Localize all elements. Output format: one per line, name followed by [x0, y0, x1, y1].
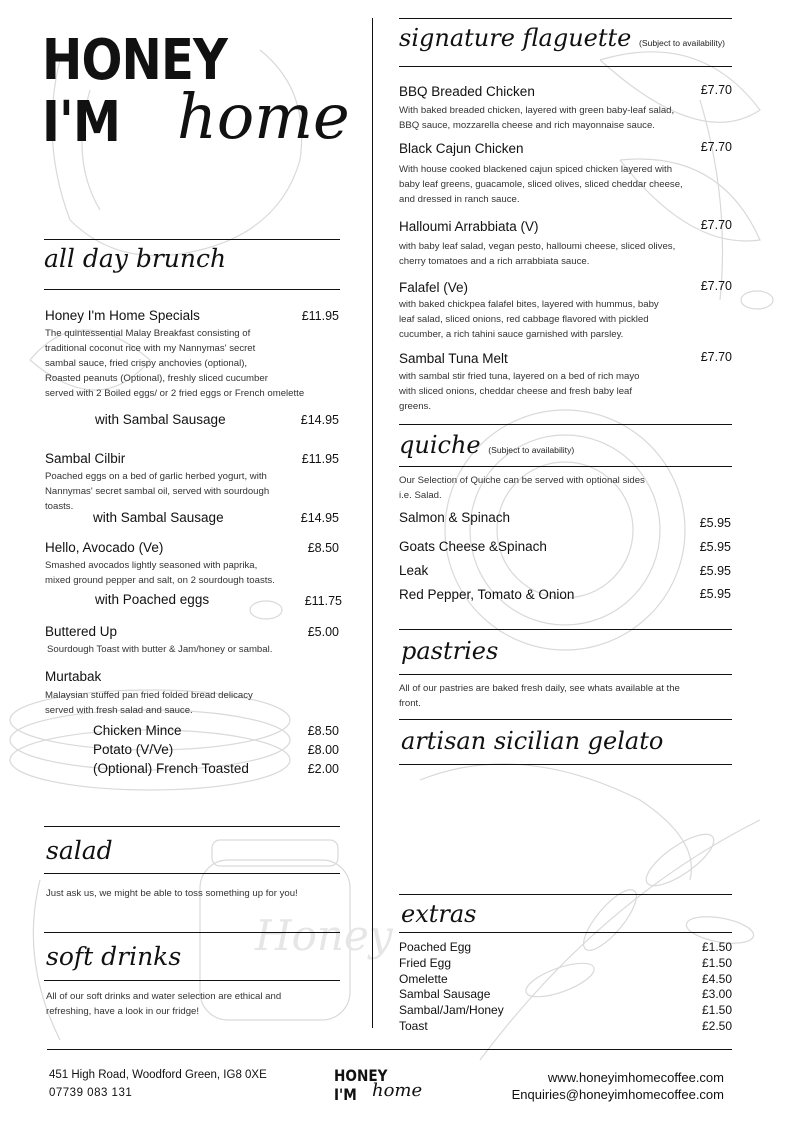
quiche-intro	[399, 473, 729, 503]
quiche-title: quiche	[399, 431, 481, 459]
footer-rule	[47, 1049, 732, 1050]
desc-line: BBQ sauce, mozzarella cheese and rich mayonnaise sauce.	[399, 120, 655, 131]
desc-bbq-chicken	[399, 103, 729, 133]
menu-item-buttered-up: Buttered Up	[45, 624, 118, 639]
extra-name: Sambal Sausage	[399, 987, 491, 1002]
desc-line: Nannymas' secret sambal oil, served with sourdough	[45, 486, 270, 497]
extra-name: Omelette	[399, 971, 448, 986]
soft-drinks-top-rule	[44, 932, 340, 933]
brand-logo	[42, 30, 362, 170]
footer-logo	[334, 1066, 424, 1110]
desc-line: with baby leaf salad, vegan pesto, halloumi cheese, sliced olives,	[399, 241, 676, 252]
desc-line: with sambal stir fried tuna, layered on a bed of rich mayo	[399, 371, 640, 382]
price-avocado: £8.50	[307, 541, 339, 555]
brand-script: home	[177, 80, 350, 153]
menu-item-falafel: Falafel (Ve)	[399, 280, 469, 295]
desc-falafel	[399, 297, 729, 342]
menu-item-cilbir: Sambal Cilbir	[45, 451, 126, 466]
quiche-leak: Leak	[399, 563, 429, 578]
addon-price-cilbir: £14.95	[300, 511, 339, 525]
section-title-gelato: artisan sicilian gelato	[401, 727, 664, 755]
extras-bottom-rule	[399, 932, 732, 933]
price-quiche-leak: £5.95	[699, 564, 731, 578]
brunch-bottom-rule	[44, 289, 340, 290]
price-tuna-melt: £7.70	[700, 350, 732, 364]
desc-cilbir	[45, 469, 345, 514]
gelato-bottom-rule	[399, 764, 732, 765]
desc-line: served with fresh salad and sauce.	[45, 705, 193, 716]
desc-line: Smashed avocados lightly seasoned with paprika,	[45, 560, 258, 571]
price-quiche-red-pepper: £5.95	[699, 587, 731, 601]
footer-logo-title: HONEY I'M	[334, 1066, 388, 1104]
desc-line: and dressed in ranch sauce.	[399, 194, 520, 205]
soft-drinks-text	[46, 989, 346, 1019]
desc-buttered-up: Sourdough Toast with butter & Jam/honey or sambal.	[47, 644, 273, 655]
extra-name: Sambal/Jam/Honey	[399, 1003, 504, 1018]
brand-title: HONEY I'M	[42, 28, 228, 155]
pastries-bottom-rule	[399, 674, 732, 675]
desc-line: traditional coconut rice with my Nannymas' secret	[45, 343, 256, 354]
desc-line: baby leaf greens, guacamole, sliced olives, sliced cheddar cheese,	[399, 179, 683, 190]
flaguette-note: (Subject to availability)	[639, 38, 725, 48]
footer-phone: 07739 083 131	[49, 1087, 133, 1099]
extras-list	[399, 940, 732, 1035]
desc-line: Our Selection of Quiche can be served with optional sides	[399, 475, 645, 486]
desc-line: All of our pastries are baked fresh daily, see whats available at the	[399, 683, 680, 694]
price-falafel: £7.70	[700, 279, 732, 293]
addon-price-avocado: £11.75	[304, 594, 342, 608]
desc-line: front.	[399, 698, 421, 709]
footer-website-text[interactable]: www.honeyimhomecoffee.com	[547, 1070, 724, 1085]
price-quiche-goats: £5.95	[699, 540, 731, 554]
extra-name: Fried Egg	[399, 955, 452, 970]
desc-line: i.e. Salad.	[399, 490, 442, 501]
price-french-toasted: £2.00	[307, 762, 339, 776]
desc-line: The quintessential Malay Breakfast consisting of	[45, 328, 251, 339]
price-cilbir: £11.95	[301, 452, 339, 466]
addon-avocado: with Poached eggs	[95, 592, 210, 607]
section-title-salad: salad	[46, 836, 113, 865]
section-title-flaguette	[399, 24, 725, 52]
desc-line: refreshing, have a look in our fridge!	[46, 1006, 200, 1017]
desc-line: toasts.	[45, 501, 74, 512]
desc-line: greens.	[399, 401, 431, 412]
desc-line: mixed ground pepper and salt, on 2 sourdough toasts.	[45, 575, 275, 586]
desc-halloumi	[399, 239, 729, 269]
menu-item-specials: Honey I'm Home Specials	[45, 308, 200, 323]
option-potato: Potato (V/Ve)	[93, 742, 174, 757]
menu-item-tuna-melt: Sambal Tuna Melt	[399, 351, 508, 366]
quiche-top-rule	[399, 424, 732, 425]
price-cajun-chicken: £7.70	[700, 140, 732, 154]
section-title-extras: extras	[401, 900, 477, 928]
watermark-honey: Honey	[255, 911, 393, 960]
addon-specials: with Sambal Sausage	[95, 412, 226, 427]
extra-name: Toast	[399, 1018, 428, 1033]
soft-drinks-bottom-rule	[44, 980, 340, 981]
desc-tuna-melt	[399, 369, 729, 414]
desc-avocado	[45, 558, 345, 588]
extras-top-rule	[399, 894, 732, 895]
desc-line: All of our soft drinks and water selection are ethical and	[46, 991, 282, 1002]
flaguette-bottom-rule	[399, 66, 732, 67]
section-title-soft-drinks: soft drinks	[46, 942, 182, 971]
desc-line: Roasted peanuts (Optional), freshly sliced cucumber	[45, 373, 268, 384]
desc-specials	[45, 326, 345, 401]
desc-line: cherry tomatoes and a rich arrabbiata sauce.	[399, 256, 590, 267]
column-divider	[372, 18, 373, 1028]
footer-logo-script: home	[372, 1080, 423, 1101]
desc-line: Malaysian stuffed pan fried folded bread delicacy	[45, 690, 253, 701]
desc-murtabak	[45, 688, 345, 718]
extra-name: Poached Egg	[399, 940, 472, 954]
salad-top-rule	[44, 826, 340, 827]
section-title-pastries: pastries	[401, 637, 499, 665]
addon-cilbir: with Sambal Sausage	[93, 510, 224, 525]
extra-row	[399, 956, 732, 972]
price-specials: £11.95	[301, 309, 339, 323]
menu-item-avocado: Hello, Avocado (Ve)	[45, 540, 164, 555]
price-potato: £8.00	[307, 743, 339, 757]
footer-website[interactable]	[480, 1070, 724, 1085]
quiche-red-pepper: Red Pepper, Tomato & Onion	[399, 587, 575, 602]
menu-item-cajun-chicken: Black Cajun Chicken	[399, 141, 524, 156]
quiche-goats-cheese: Goats Cheese &Spinach	[399, 539, 547, 554]
extra-price: £3.00	[701, 987, 732, 1002]
extra-row	[399, 1019, 732, 1035]
desc-line: sambal sauce, fried crispy anchovies (optional),	[45, 358, 248, 369]
extra-row	[399, 940, 732, 956]
desc-line: leaf salad, sliced onions, red cabbage flavored with pickled	[399, 314, 649, 325]
menu-item-bbq-chicken: BBQ Breaded Chicken	[399, 84, 535, 99]
menu-item-murtabak: Murtabak	[45, 669, 102, 684]
desc-line: served with 2 Boiled eggs/ or 2 fried eggs or French omelette	[45, 388, 305, 399]
option-french-toasted: (Optional) French Toasted	[93, 761, 249, 776]
desc-line: With baked breaded chicken, layered with green baby-leaf salad,	[399, 105, 675, 116]
price-quiche-salmon: £5.95	[699, 516, 731, 530]
footer-email-text[interactable]: Enquiries@honeyimhomecoffee.com	[511, 1087, 724, 1102]
addon-price-specials: £14.95	[300, 413, 339, 427]
extra-price: £2.50	[701, 1018, 732, 1033]
price-bbq-chicken: £7.70	[700, 83, 732, 97]
quiche-salmon: Salmon & Spinach	[399, 510, 511, 525]
section-title-brunch: all day brunch	[44, 244, 227, 273]
salad-text: Just ask us, we might be able to toss something up for you!	[46, 888, 298, 899]
extra-row	[399, 972, 732, 988]
extra-row	[399, 987, 732, 1003]
extra-price: £4.50	[701, 971, 732, 986]
desc-line: With house cooked blackened cajun spiced chicken layered with	[399, 164, 673, 175]
salad-bottom-rule	[44, 873, 340, 874]
desc-cajun-chicken	[399, 162, 729, 207]
desc-line: Poached eggs on a bed of garlic herbed yogurt, with	[45, 471, 267, 482]
quiche-bottom-rule	[399, 466, 732, 467]
option-chicken-mince: Chicken Mince	[93, 723, 182, 738]
desc-line: with baked chickpea falafel bites, layered with hummus, baby	[399, 299, 659, 310]
pastries-top-rule	[399, 629, 732, 630]
quiche-note: (Subject to availability)	[488, 445, 575, 455]
price-halloumi: £7.70	[700, 218, 732, 232]
extra-price: £1.50	[701, 940, 732, 954]
footer-email[interactable]	[460, 1087, 724, 1102]
pastries-text	[399, 681, 729, 711]
section-title-quiche	[399, 431, 574, 459]
extra-price: £1.50	[701, 955, 732, 970]
extra-row	[399, 1003, 732, 1019]
flaguette-top-rule	[399, 18, 732, 19]
extra-price: £1.50	[701, 1003, 732, 1018]
footer-address: 451 High Road, Woodford Green, IG8 0XE	[49, 1069, 267, 1081]
price-chicken-mince: £8.50	[307, 724, 339, 738]
desc-line: cucumber, a rich tahini sauce garnished with parsley.	[399, 329, 624, 340]
menu-item-halloumi: Halloumi Arrabbiata (V)	[399, 219, 539, 234]
price-buttered-up: £5.00	[307, 625, 339, 639]
desc-line: with sliced onions, cheddar cheese and fresh baby leaf	[399, 386, 633, 397]
flaguette-title: signature flaguette	[399, 24, 632, 52]
brunch-top-rule	[44, 239, 340, 240]
gelato-top-rule	[399, 719, 732, 720]
